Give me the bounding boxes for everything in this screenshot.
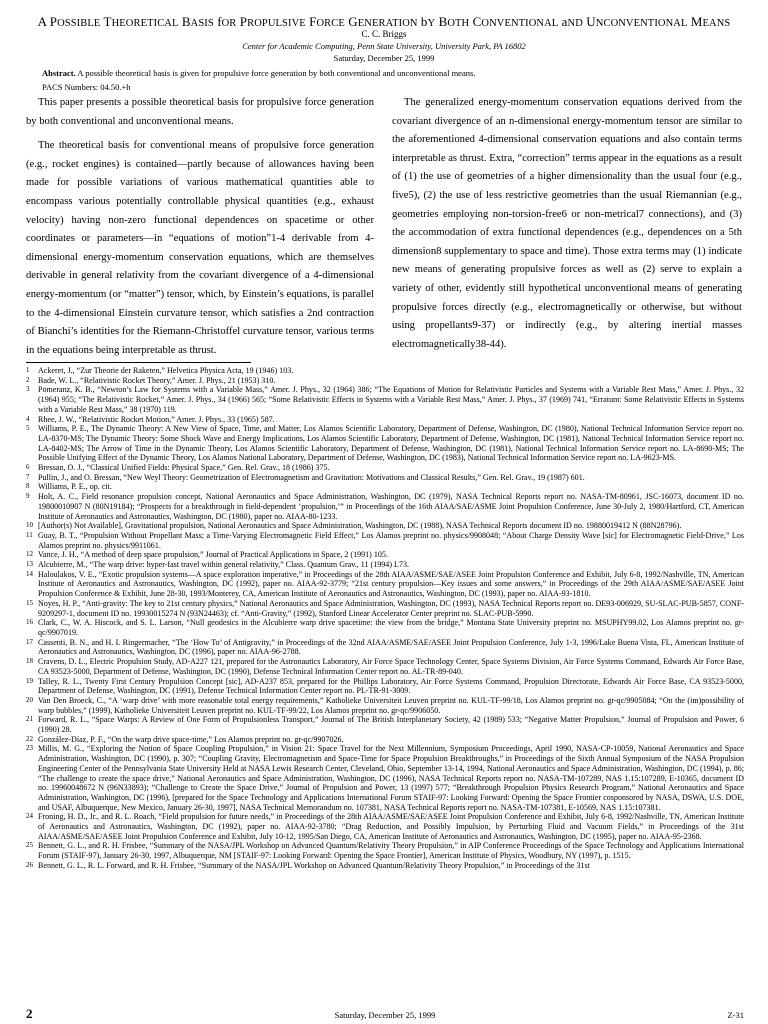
footnote-number: 21: [26, 715, 33, 724]
footnote-text: Alcubierre, M., “The warp drive: hyper-fast travel within general relativity,” Class. Quantum Grav., 11 (1994) L73.: [38, 560, 409, 570]
footnote: [26, 677, 744, 696]
footnote-text: Ackeret, J., “Zur Theorie der Raketen,” Helvetica Physica Acta, 19 (1946) 103.: [38, 366, 294, 375]
footnote-number: 17: [26, 637, 33, 646]
footnote-text: Millis, M. G., “Exploring the Notion of Space Coupling Propulsion,” in Vision 21: Space Travel for the Next Millennium, Symposium Proceedings, April 1990, NASA-CP-10059, National Aeronautics and Space Administration, Washington, DC (1990), p. 307; “Coupling Gravity, Electromagnetism and Space-Time for Space Propulsion Breakthroughs,” in Proceedings of the Sixth Annual Symposium of the NASA Propulsion Engineering Center of the Pennsylvania State University Held at NASA Lewis Research Center, Cleveland, Ohio, September 13-14, 1994, National Aeronautics and Space Administration, Washington, DC (1994), p. 86; “The challenge to create the space drive,” National Aeronautics and Space Administration, Washington, DC (1996), NASA Technical Reports report no. NASA-TM-107289, NAS 1.15:107289, E-10365, document ID no. 19960048672 N (96N33893); “Challenge to Create the Space Drive,” Journal of Propulsion and Power, 13 (1997) 577; “Breakthrough Propulsion Physics Research Program,” National Aeronautics and Space Administration, Washington, DC (1996), [prepared for the Space Technology and Applications International Forum STAIF-97: Looking Forward: Opening the Space Frontier cosponsored by NASA, DSWA, U.S. DOE, and USAF, Albuquerque, New Mexico, January 26-30, 1997], NASA Technical Memorandum no. 107381, NASA Technical Reports report no. NASA-TM-107381, E-10569, NAS 1.15:107381.: [38, 744, 744, 812]
footnote: [26, 618, 744, 637]
author: C. C. Briggs: [361, 29, 407, 39]
page-number: 2: [26, 1006, 33, 1021]
date-line: Saturday, December 25, 1999: [333, 53, 435, 63]
footnote: [26, 560, 744, 570]
abstract-label: Abstract.: [42, 68, 76, 78]
footnote-text: Bressan, O. J., “Classical Unified Fields: Physical Space,” Gen. Rel. Grav., 18 (1986) 375.: [38, 463, 330, 473]
footnote-number: 24: [26, 812, 33, 821]
conventional-basis-paragraph: The theoretical basis for conventional means of propulsive force generation (e.g., rocket engines) is contained—partly because of allowances having been made for possible variations of various mathematical quantities able to encompass various potentially controllable physical quantities (e.g., exhaust velocity) having non-zero functional dependences on spacetime or other coordinates or parameters—in “equations of motion”1-4 derivable from 4-dimensional energy-momentum conservation equations, which are themselves derivable in general relativity from the covariant divergence of a 4-dimensional energy-momentum (or “matter”) tensor, which, by Einstein’s equations, is parallel to the 4-dimensional Einstein curvature tensor, which satisfies a 2nd contraction of Bianchi’s identities for the Riemann-Christoffel curvature tensor, various terms in the equations being interpretable as thrust.: [26, 140, 374, 356]
footnote-number: 12: [26, 550, 33, 559]
footnote-text: Guay, B. T., “Propulsion Without Propellant Mass; a Time-Varying Electromagnetic Field Effect,” Los Alamos preprint no. physics/9908048; “About Charge Density Wave [sic] for Electromagnetic Field-Drive,” Los Alamos preprint no. physics/9911061.: [38, 530, 744, 550]
footnote-text: Haloulakos, V. E., “Exotic propulsion systems—A space exploration imperative,” in Proceedings of the 28th AIAA/ASME/SAE/ASEE Joint Propulsion Conference and Exhibit, July 6-8, 1992/Nashville, TN, American Institute of Aeronautics and Astronautics, Washington, DC (1992), paper no. AIAA-92-3779; “21st century propulsion—Key issues and some answers,” in Proceedings of the 29th AIAA/ASME/SAE/ASEE Joint Propulsion Conference & Exhibit, June 28-30, 1993/Monterey, CA, American Institute of Aeronautics and Astronautics, Washington, DC (1993), paper no. AIAA-93-1810.: [38, 569, 744, 599]
footnote: [26, 841, 744, 860]
footnote-number: 16: [26, 618, 33, 627]
pacs-numbers: PACS Numbers: 04.50.+h: [42, 82, 131, 92]
footnote: [26, 463, 744, 473]
footnote-number: 1: [26, 366, 30, 374]
footnote-number: 11: [26, 530, 33, 539]
footnote: [26, 385, 744, 414]
footnote: [26, 638, 744, 657]
footnote: [26, 696, 744, 715]
footnote-number: 7: [26, 472, 30, 481]
footnote-text: Froning, H. D., Jr., and R. L. Roach, “Field propulsion for future needs,” in Proceedings of the 28th AIAA/ASME/SAE/ASEE Joint Propulsion Conference and Exhibit, July 6-8, 1992/Nashville, TN, American Institute of Aeronautics and Astronautics, Washington, DC (1992), paper no. AIAA-92-3780; “Drag Reduction, and Possibly Impulsion, by Perturbing Fluid and Vacuum Fields,” in Proceedings of the 31st AIAA/ASME/SAE/ASEE Joint Propulsion Conference and Exhibit, July 10-12, 1995/San Diego, CA, American Institute of Aeronautics and Astronautics, Washington, DC (1995), paper no. AIAA-95-2368.: [38, 812, 744, 841]
intro-paragraph: This paper presents a possible theoretical basis for propulsive force generation by both conventional and unconventional means.: [26, 97, 374, 127]
paper-title: A POSSIBLE THEORETICAL BASIS fOR PROPULSIVE FORCE GENERATION bY BOTH CONVENTIONAL aND UNCONVENTIONAL MEANS: [37, 14, 731, 29]
footnote: [26, 657, 744, 676]
footnote-number: 6: [26, 463, 30, 472]
footnote-text: [Author(s) Not Available], Gravitational propulsion, National Aeronautics and Space Administration, Washington, DC (1988), NASA Technical Reports document ID no. 19880019412 N (88N28796).: [38, 521, 682, 531]
footnote-text: Vance, J. H., “A method of deep space propulsion,” Journal of Practical Applications in Space, 2 (1991) 105.: [38, 550, 388, 560]
footnote-text: Pullin, J., and O. Bressan, “New Weyl Theory: Geometrization of Electromagnetism and Gravitation: Motivations and Classical Results,” Gen. Rel. Grav., 19 (1987) 601.: [38, 472, 585, 482]
footer-date: Saturday, December 25, 1999: [334, 1010, 436, 1020]
footnote: [26, 521, 744, 531]
footnote-number: 14: [26, 569, 33, 578]
footnote-number: 22: [26, 734, 33, 743]
footnotes: [26, 366, 744, 871]
footnote-number: 13: [26, 560, 33, 569]
footnote-number: 26: [26, 860, 33, 869]
footnote-number: 25: [26, 841, 33, 850]
footnote: [26, 861, 744, 871]
footnote: [26, 812, 744, 841]
footnote-number: 19: [26, 676, 33, 685]
footnote: [26, 550, 744, 560]
footnote-text: González-Díaz, P. F., “On the warp drive space-time,” Los Alamos preprint no. gr-qc/9907026.: [38, 734, 344, 744]
footnote: [26, 599, 744, 618]
footnote-text: Williams, P. E., The Dynamic Theory: A New View of Space, Time, and Matter, Los Alamos Scientific Laboratory, Department of Defense, Washington, DC (1980), National Technical Information Service report no. LA-8370-MS; The Dynamic Theory: Some Shock Wave and Energy Implications, Los Alamos Scientific Laboratory, Department of Defense, Washington, DC (1981), National Technical Information Service report no. LA-8402-MS; The Arrow of Time in the Dynamic Theory, Los Alamos Scientific Laboratory, Department of Defense, Washington, DC (1981), National Technical Information Service report no. LA-8690-MS; The Possible Unifying Effect of the Dynamic Theory, Los Alamos National Laboratory, Department of Defense, Washington, DC (1983), National Technical Information Service report no. LA-9623-MS.: [38, 424, 744, 463]
footnote-text: Bade, W. L., “Relativistic Rocket Theory,” Amer. J. Phys., 21 (1953) 310.: [38, 375, 276, 385]
footnote: [26, 376, 744, 386]
footnote-number: 9: [26, 492, 30, 501]
footnote-number: 5: [26, 424, 30, 433]
footnote-text: Van Den Broeck, C., “A ‘warp drive’ with more reasonable total energy requirements,” Katholieke Universiteit Leuven preprint no. KUL-TF-99/18, Los Alamos preprint no. gr-qc/9905084; “On the (im)possibility of warp bubbles,” (1999), Katholieke Universiteit Leuven preprint no. KUL-TF-99/22, Los Alamos preprint no. gr-qc/9906050.: [38, 695, 744, 715]
footnote: [26, 735, 744, 745]
footnote-text: Noyes, H. P., “Anti-gravity: The key to 21st century physics,” National Aeronautics and Space Administration, Washington, DC (1993), NASA Technical Reports report no. DE93-006929, SU-SLAC-PUB-5857, CONF-9209297-1, document ID no. 19930015274 N (93N24463); cf. “Anti-Gravity,” (1992), Stanford Linear Accelerator Center preprint no. SLAC-PUB-5990.: [38, 598, 744, 618]
footnote-number: 10: [26, 521, 33, 530]
footnote: [26, 715, 744, 734]
footnote-number: 23: [26, 744, 33, 753]
footnote: [26, 415, 744, 425]
footnote-text: Pomeranz, K. B., “Newton’s Law for Systems with a Variable Mass,” Amer. J. Phys., 32 (1964) 386; “The Equations of Motion for Relativistic Particles and Systems with a Variable Rest Mass,” Amer. J. Phys., 32 (1964) 955; “The Relativistic Rocket,” Amer. J. Phys., 34 (1966) 565; “Some Relativistic Effects in Systems with a Variable Rest Mass,” Amer. J. Phys., 37 (1969) 741, “Erratum: Some Relativistic Effects in Systems with a Variable Rest Mass,” 38 (1970) 119.: [38, 385, 744, 414]
footnote: [26, 482, 744, 492]
footnote-number: 15: [26, 598, 33, 607]
footnote-text: Clark, C., W. A. Hiscock, and S. L. Larson, “Null geodesics in the Alcubierre warp drive spacetime: the view from the bridge,” Montana State University preprint no. MSUPHY99.02, Los Alamos preprint no. gr-qc/9907019.: [38, 618, 744, 637]
footnote-text: Williams, P. E., op. cit.: [38, 482, 112, 492]
footnote: [26, 744, 744, 812]
left-column: [26, 94, 374, 360]
footnote-rule: [26, 362, 251, 363]
footnote-number: 20: [26, 695, 33, 704]
footnote: [26, 366, 744, 376]
footnote: [26, 424, 744, 463]
footnote-number: 2: [26, 375, 30, 384]
footnote-number: 8: [26, 482, 30, 491]
footnote-text: Holt, A. C., Field resonance propulsion concept, National Aeronautics and Space Administration, Washington, DC (1979), NASA Technical Reports report no. NASA-TM-80961, JSC-16073, document ID no. 19800010907 N (80N19184); “Prospects for a breakthrough in field-dependent ‘propulsion,’” in Proceedings of the 16th AIAA/SAE/ASME Joint Propulsion Conference, June 30-July 2, 1980/Hartford, CT, American Institute of Aeronautics and Astronautics, Washington, DC (1980), paper no. AIAA-80-1233.: [38, 492, 744, 521]
abstract-text: A possible theoretical basis is given for propulsive force generation by both conventional and unconventional means.: [77, 68, 476, 78]
footnote: [26, 492, 744, 521]
footnote-text: Cravens, D. L., Electric Propulsion Study, AD-A227 121, prepared for the Astronautics Laboratory, Air Force Space Technology Center, Space Systems Division, Air Force Systems Command, Edwards Air Force Base, CA 93523-5000, Department of Defense, Washington, DC (1990), Defense Technical Information Center report no. AL-TR-89-040.: [38, 657, 744, 676]
footnote-number: 18: [26, 657, 33, 666]
footnote-text: Bennett, G. L., and R. H. Frisbee, “Summary of the NASA/JPL Workshop on Advanced Quantum/Relativity Theory Propulsion,” in AIP Conference Proceedings of the Space Technology and Applications International Forum (STAIF-97), January 26-30, 1997, Albuquerque, NM [STAIF-97: Looking Forward: Opening the Space Frontier], American Institute of Physics, Woodbury, NY (1997), p. 1515.: [38, 841, 744, 861]
footnote-number: 3: [26, 385, 30, 394]
footnote: [26, 531, 744, 550]
abstract: [42, 68, 732, 79]
footnote-text: Forward, R. L., “Space Warps: A Review of One Form of Propulsionless Transport,” Journal of The British Interplanetary Society, 42 (1989) 533; “Negative Matter Propulsion,” Journal of Propulsion and Power, 6 (1990) 28.: [38, 715, 744, 735]
footnote-text: Bennett, G. L., R. L. Forward, and R. H. Frisbee, “Summary of the NASA/JPL Workshop on Advanced Quantum/Relativity Theory Propulsion,” in Proceedings of the 31st: [38, 860, 590, 870]
affiliation: Center for Academic Computing, Penn State University, University Park, PA 16802: [242, 41, 526, 51]
footnote-text: Talley, R. L., Twenty First Century Propulsion Concept [sic], AD-A237 853, prepared for the Phillips Laboratory, Air Force Systems Command, Propulsion Directorate, Edwards Air Force Base, CA 93523-5000, Department of Defense, Washington, DC (1991), Defense Technical Information Center report no. PL-TR-91-3009.: [38, 676, 744, 696]
footnote-text: Rhee, J. W., “Relativistic Rocket Motion,” Amer. J. Phys., 33 (1965) 587.: [38, 414, 275, 424]
right-column: [392, 94, 742, 354]
footnote: [26, 473, 744, 483]
generalized-equations-paragraph: The generalized energy-momentum conservation equations derived from the covariant divergence of an n-dimensional energy-momentum tensor are similar to the aforementioned 4-dimensional conservation equations and also contain terms interpretable as thrust. Extra, “correction” terms appear in the equations as a result of (1) the use of geometries of a higher dimensionality than the usual four (e.g., five5), (2) the use of less restrictive geometries than the usual Riemannian (e.g., geometries employing non-torsion-free6 or non-metrical7 connections), and (3) the accommodation of extra functional dependences (e.g., dependences on a 5th dimension8 supplementary to space and time). Those extra terms may (1) indicate new means of generating propulsive forces as well as (2) serve to explain a variety of other, evidently still hypothetical unconventional means of generating propulsive forces directly (e.g., electromagnetically or otherwise, but without using propellants9-37) or indirectly (e.g., by altering inertial masses electromagnetically38-44).: [392, 97, 742, 350]
footnote: [26, 570, 744, 599]
page-code: Z-31: [727, 1010, 744, 1020]
footnote-text: Cassenti, B. N., and H. I. Ringermacher, “The ‘How To’ of Antigravity,” in Proceedings of the 32nd AIAA/ASME/SAE/ASEE Joint Propulsion Conference, July 1-3, 1996/Lake Buena Vista, FL, American Institute of Aeronautics and Astronautics, Washington, DC (1996), paper no. AIAA-96-2788.: [38, 637, 744, 657]
footnote-number: 4: [26, 414, 30, 423]
